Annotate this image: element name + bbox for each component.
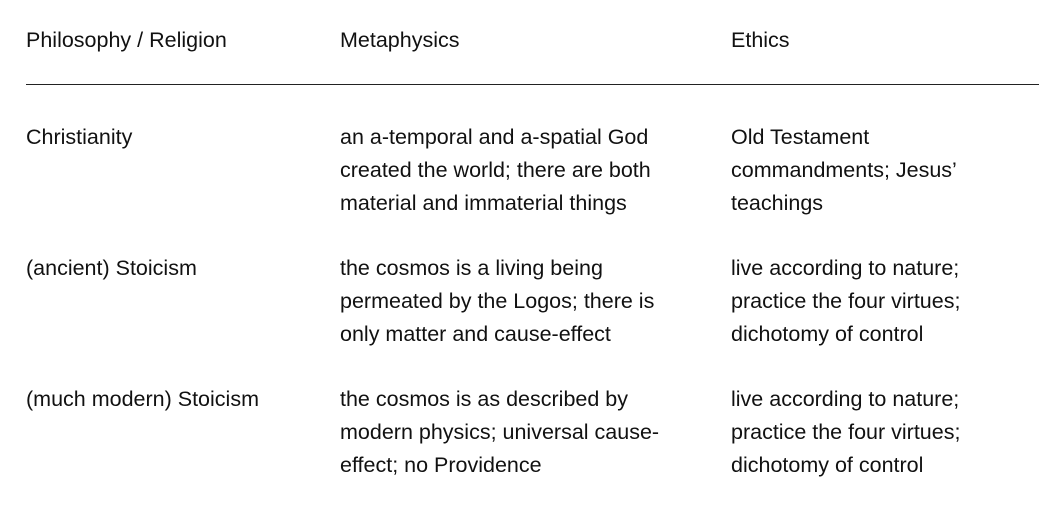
row-modern-stoicism-philosophy: (much modern) Stoicism (26, 387, 259, 411)
row-ancient-stoicism-metaphysics: the cosmos is a living being permeated by the Logos; there is only matter and cause-effect (340, 256, 655, 346)
header-metaphysics: Metaphysics (340, 28, 460, 52)
header-philosophy-religion: Philosophy / Religion (26, 28, 227, 52)
row-christianity-ethics: Old Testament commandments; Jesus’ teachings (731, 125, 957, 215)
row-modern-stoicism-metaphysics: the cosmos is as described by modern physics; universal cause- effect; no Providence (340, 387, 660, 477)
row-ancient-stoicism-ethics: live according to nature; practice the four virtues; dichotomy of control (731, 256, 961, 346)
row-christianity-philosophy: Christianity (26, 125, 133, 149)
header-divider (26, 84, 1039, 85)
row-ancient-stoicism-philosophy: (ancient) Stoicism (26, 256, 197, 280)
row-modern-stoicism-ethics: live according to nature; practice the four virtues; dichotomy of control (731, 387, 961, 477)
header-ethics: Ethics (731, 28, 790, 52)
row-christianity-metaphysics: an a-temporal and a-spatial God created the world; there are both material and immaterial things (340, 125, 651, 215)
